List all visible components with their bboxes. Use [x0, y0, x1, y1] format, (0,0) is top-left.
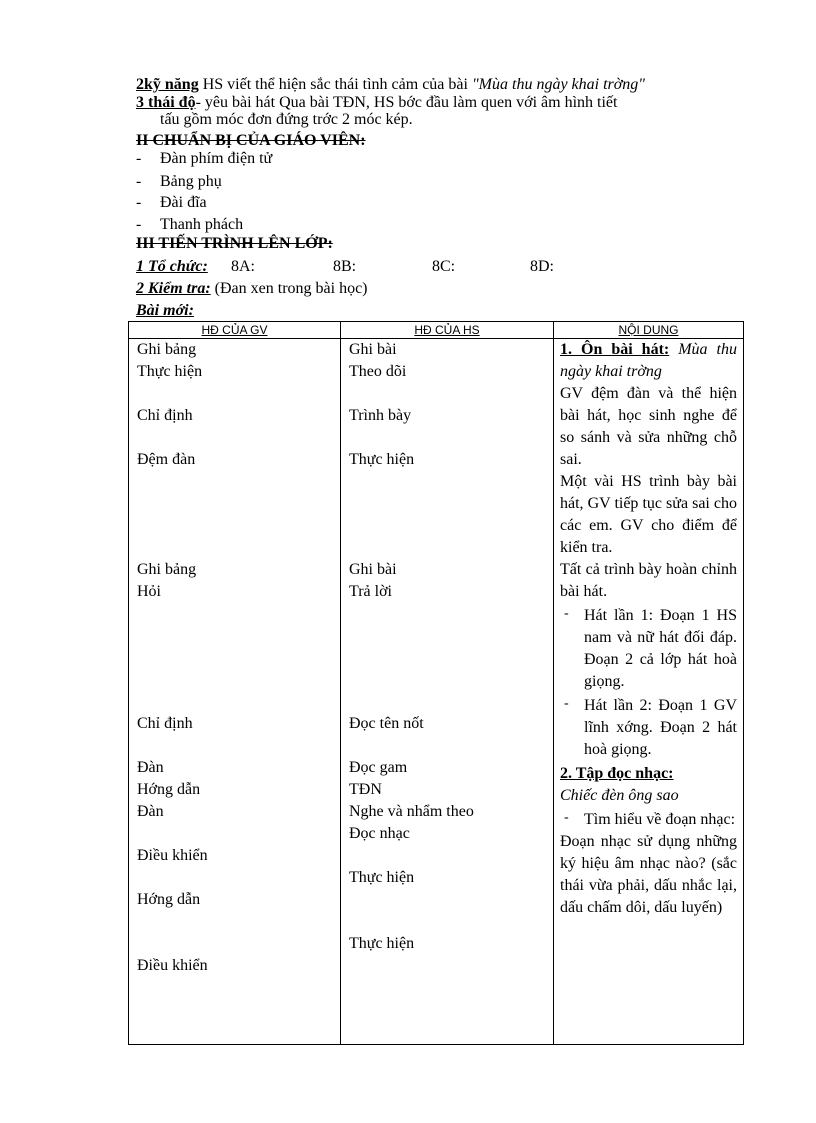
- prep-item: - Đài đĩa: [136, 194, 207, 211]
- list-item: Đọc gam: [349, 759, 408, 776]
- prep-item: - Đàn phím điện tử: [136, 150, 273, 167]
- organization-line: [136, 258, 208, 276]
- table-header-row: [129, 322, 744, 339]
- student-column: [341, 339, 554, 1045]
- list-item: Đàn: [137, 803, 164, 820]
- list-item: - Hát lần 2: Đoạn 1 GV lĩnh xớng. Đoạn 2 hát hoà giọng.: [560, 695, 737, 761]
- sight-reading-song: Chiếc đèn ông sao: [560, 787, 679, 804]
- class-8a: 8A:: [231, 258, 255, 275]
- skill-line: [136, 76, 645, 94]
- list-item: Trình bày: [349, 407, 412, 424]
- attitude-continuation: tấu gồm móc đơn đứng trớc 2 móc kép.: [160, 111, 413, 128]
- list-item: Đệm đàn: [137, 451, 196, 468]
- content-paragraph: GV đệm đàn và thể hiện bài hát, học sinh nghe để so sánh và sửa những chỗ sai.: [560, 385, 737, 468]
- check-label: 2 Kiểm tra:: [136, 280, 211, 297]
- class-8d: 8D:: [530, 258, 554, 275]
- attitude-label: 3 thái độ: [136, 94, 196, 111]
- teacher-column: [129, 339, 341, 1045]
- list-item: TĐN: [349, 781, 382, 798]
- class-8b: 8B:: [333, 258, 357, 275]
- list-item: - Hát lần 1: Đoạn 1 HS nam và nữ hát đối đáp. Đoạn 2 cả lớp hát hoà giọng.: [560, 605, 737, 693]
- list-item: Theo dõi: [349, 363, 407, 380]
- check-text: (Đan xen trong bài học): [210, 280, 368, 297]
- review-heading: 1. Ôn bài hát:: [560, 341, 670, 358]
- dash-bullet: -: [136, 173, 142, 190]
- header-teacher: HĐ CỦA GV: [129, 322, 341, 339]
- list-item: Trả lời: [349, 583, 392, 600]
- list-item: Nghe và nhẩm theo: [349, 803, 474, 820]
- prep-item: - Thanh phách: [136, 216, 244, 233]
- content-column: [554, 339, 744, 1045]
- song-title: "Mùa thu ngày khai trờng": [471, 76, 646, 93]
- list-item: Điều khiển: [137, 847, 208, 864]
- list-item: Chỉ định: [137, 407, 193, 424]
- check-line: [136, 280, 368, 298]
- dash-bullet: -: [136, 216, 142, 233]
- organization-label: 1 Tổ chức:: [136, 258, 208, 275]
- list-item: Điều khiển: [137, 957, 208, 974]
- skill-text: HS viết thể hiện sắc thái tình cảm của bài: [198, 76, 472, 93]
- list-item: Ghi bài: [349, 341, 397, 358]
- section-3-title: III TIẾN TRÌNH LÊN LỚP:: [136, 235, 333, 252]
- class-8c: 8C:: [432, 258, 456, 275]
- content-paragraph: Tất cả trình bày hoàn chỉnh bài hát.: [560, 561, 737, 600]
- dash-bullet: -: [136, 194, 142, 211]
- new-lesson-label: Bài mới:: [136, 302, 194, 319]
- list-item: Thực hiện: [349, 935, 415, 952]
- list-item: Đọc nhạc: [349, 825, 410, 842]
- sight-reading-heading: 2. Tập đọc nhạc:: [560, 765, 674, 782]
- content-paragraph: Một vài HS trình bày bài hát, GV tiếp tục sửa sai cho các em. GV cho điểm để kiển tra.: [560, 473, 737, 556]
- list-item: Đọc tên nốt: [349, 715, 424, 732]
- section-2-title: II CHUẨN BỊ CỦA GIÁO VIÊN:: [136, 132, 366, 149]
- list-item: Hớng dẫn: [137, 891, 201, 908]
- header-content: NỘI DUNG: [554, 322, 744, 339]
- list-item: Thực hiện: [349, 451, 415, 468]
- prep-item: - Bảng phụ: [136, 173, 222, 190]
- header-student: HĐ CỦA HS: [341, 322, 554, 339]
- list-item: Thực hiện: [349, 869, 415, 886]
- list-item: Hớng dẫn: [137, 781, 201, 798]
- list-item: Đàn: [137, 759, 164, 776]
- list-item: Hỏi: [137, 583, 161, 600]
- attitude-text: - yêu bài hát Qua bài TĐN, HS bớc đầu làm quen với âm hình tiết: [195, 94, 618, 111]
- list-item: Thực hiện: [137, 363, 203, 380]
- skill-label: 2kỹ năng: [136, 76, 199, 93]
- list-item: Ghi bảng: [137, 341, 197, 358]
- table-body-row: [129, 339, 744, 1045]
- lesson-table: [128, 321, 744, 1045]
- list-item: Ghi bảng: [137, 561, 197, 578]
- dash-bullet: -: [136, 150, 142, 167]
- list-item: Chỉ định: [137, 715, 193, 732]
- section-review-song: [560, 339, 737, 383]
- list-item: - Tìm hiểu về đoạn nhạc:: [560, 809, 737, 831]
- list-item: Ghi bài: [349, 561, 397, 578]
- section-sight-reading: [560, 763, 737, 785]
- content-paragraph: Đoạn nhạc sử dụng những ký hiệu âm nhạc nào? (sắc thái vừa phải, dấu nhắc lại, dấu chấm dôi, dấu luyến): [560, 833, 737, 916]
- attitude-line: [136, 94, 617, 112]
- review-song-title: Mùa thu ngày khai trờng: [560, 341, 737, 380]
